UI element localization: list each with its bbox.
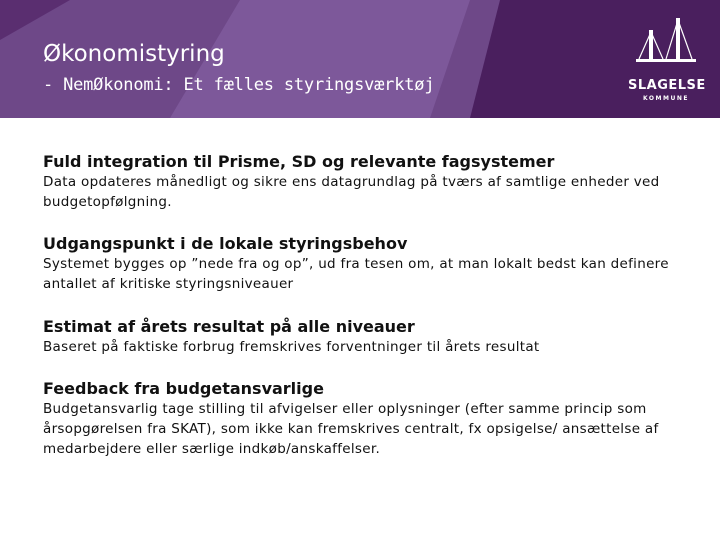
section-body: Baseret på faktiske forbrug fremskrives forventninger til årets resultat <box>43 339 540 355</box>
section-heading: Fuld integration til Prisme, SD og relevante fagsystemer <box>43 152 555 171</box>
content-area <box>43 151 673 480</box>
section-body: Budgetansvarlig tage stilling til afvigelser eller oplysninger (efter samme princip som årsopgørelsen fra SKAT), som ikke kan fremskrives centralt, fx opsigelse/ ansættelse af medarbejdere eller særlige indkøb/anskaffelser. <box>43 401 659 457</box>
slagelse-logo <box>628 16 704 106</box>
section-body: Systemet bygges op ”nede fra og op”, ud fra tesen om, at man lokalt bedst kan definere antallet af kritiske styringsniveauer <box>43 256 669 292</box>
page-subtitle: - NemØkonomi: Et fælles styringsværktøj <box>43 75 435 95</box>
header-banner <box>0 0 720 118</box>
section-heading: Feedback fra budgetansvarlige <box>43 379 324 398</box>
section-heading: Estimat af årets resultat på alle niveauer <box>43 317 415 336</box>
bridge-icon <box>636 16 696 72</box>
section-styringsbehov <box>43 233 673 294</box>
section-body: Data opdateres månedligt og sikre ens datagrundlag på tværs af samtlige enheder ved budgetopfølgning. <box>43 174 660 210</box>
section-heading: Udgangspunkt i de lokale styringsbehov <box>43 234 408 253</box>
page-title: Økonomistyring <box>43 41 225 67</box>
section-estimat <box>43 316 673 357</box>
logo-subname: KOMMUNE <box>643 95 689 102</box>
section-feedback <box>43 378 673 459</box>
logo-name: SLAGELSE <box>628 78 706 93</box>
section-integration <box>43 151 673 212</box>
